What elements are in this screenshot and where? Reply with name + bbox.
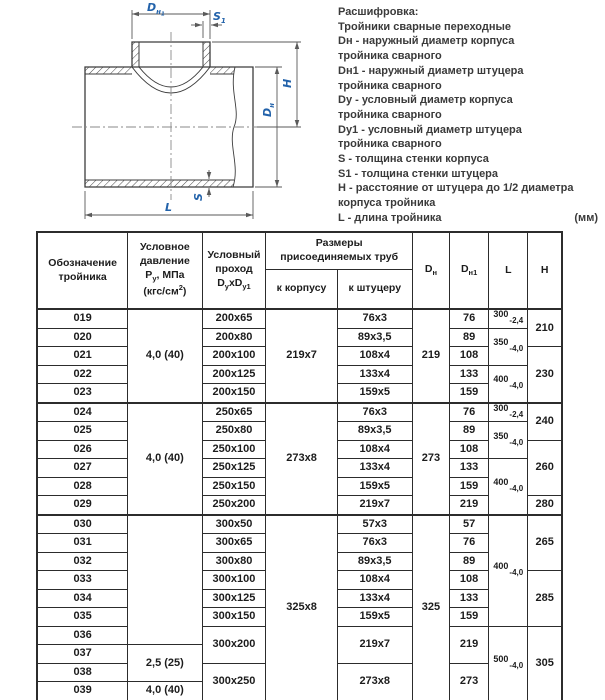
table-cell: 200x100 [202,347,266,366]
table-cell: 026 [37,440,128,459]
table-cell: 200x65 [202,309,266,328]
table-cell: 033 [37,571,128,590]
table-cell: 108 [450,440,489,459]
table-cell: 024 [37,403,128,422]
table-cell: 325x8 [266,515,337,700]
dim-label-l: L [165,201,173,214]
table-cell: $^{400}$-4,0 [489,459,528,515]
table-cell: 300x65 [202,534,266,553]
table-cell: 159 [450,608,489,627]
table-cell: 219x7 [266,309,337,403]
table-cell: 219x7 [337,626,412,663]
legend-line: Dн - наружный диаметр корпуса [338,35,515,48]
legend-line: Dy1 - условный диаметр штуцера [338,123,522,136]
table-cell: 039 [37,682,128,700]
col-header-dn: $D_н$ [412,232,449,309]
table-cell: 250x100 [202,440,266,459]
table-cell: 219 [412,309,449,403]
table-cell: 200x125 [202,365,266,384]
table-cell: 021 [37,347,128,366]
table-cell: $^{400}$-4,0 [489,515,528,627]
dim-label-dn1: $D_н1$ [147,1,165,18]
table-cell: 89 [450,552,489,571]
table-cell: 300x50 [202,515,266,534]
table-cell: 2,5 (25) [128,645,202,682]
table-cell: 036 [37,626,128,645]
table-row [37,309,562,328]
table-row [37,403,562,422]
legend-line: тройника сварного [338,79,442,92]
spec-table [36,231,563,700]
table-cell: 159x5 [337,477,412,496]
table-cell: 200x80 [202,328,266,347]
table-cell: 200x150 [202,384,266,403]
table-cell: 273 [450,663,489,700]
table-cell: 037 [37,645,128,664]
table-cell: 240 [528,403,562,441]
dim-label-s: S [192,193,205,201]
units-label: (мм) [574,212,598,224]
table-cell: 020 [37,328,128,347]
legend-line: S - толщина стенки корпуса [338,153,489,166]
table-cell: 280 [528,496,562,515]
col-header-dn1: $D_{н1}$ [450,232,489,309]
col-header-pipes: Размеры присоединяемых труб [266,232,412,270]
legend-line: тройника сварного [338,50,442,63]
table-cell: 038 [37,663,128,682]
table-cell: $^{300}$-2,4 [489,309,528,328]
legend-title: Расшифровка: [338,6,419,18]
table-cell: 285 [528,571,562,627]
table-cell: 022 [37,365,128,384]
table-cell: $^{300}$-2,4 [489,403,528,422]
table-cell: 219 [450,626,489,663]
legend [338,5,602,226]
table-cell: 108x4 [337,440,412,459]
table-cell: 035 [37,608,128,627]
table-cell: 300x125 [202,589,266,608]
col-header-to-branch: к штуцеру [337,270,412,310]
table-cell: 230 [528,347,562,403]
table-cell: $^{400}$-4,0 [489,365,528,403]
tee-inner-lines [85,42,236,187]
legend-line: S1 - толщина стенки штуцера [338,167,499,180]
table-cell: 300x250 [202,663,266,700]
table-row [37,515,562,534]
table-cell: 300x100 [202,571,266,590]
table-cell: 108x4 [337,571,412,590]
dim-label-h: H [281,78,294,88]
col-header-designation: Обозначение тройника [37,232,128,309]
col-header-h: H [528,232,562,309]
table-cell: $^{500}$-4,0 [489,626,528,700]
legend-line: Тройники сварные переходные [338,20,512,33]
table-cell: 89x3,5 [337,328,412,347]
table-cell: $^{350}$-4,0 [489,328,528,365]
table-cell: 76 [450,309,489,328]
table-cell: 260 [528,440,562,496]
tee-body-outline [85,42,253,187]
table-cell: 250x65 [202,403,266,422]
table-cell: 133x4 [337,365,412,384]
table-cell: 029 [37,496,128,515]
centerlines [72,32,258,200]
table-cell: 210 [528,309,562,347]
table-cell: 250x125 [202,459,266,478]
legend-line: Dy - условный диаметр корпуса [338,94,513,107]
table-cell: 027 [37,459,128,478]
legend-line: тройника сварного [338,108,442,121]
tee-drawing [0,0,335,228]
table-cell: 4,0 (40) [128,403,202,515]
table-cell: 019 [37,309,128,328]
table-cell: 133x4 [337,589,412,608]
table-cell: 133 [450,589,489,608]
legend-line: корпуса тройника [338,197,436,210]
table-cell: 025 [37,422,128,441]
table-cell: 108x4 [337,347,412,366]
table-cell: 76x3 [337,309,412,328]
table-cell: 305 [528,626,562,700]
table-cell: 133 [450,365,489,384]
table-cell: 250x80 [202,422,266,441]
table-cell [128,515,202,645]
table-cell: 133 [450,459,489,478]
table-cell: 76 [450,534,489,553]
table-cell: 273 [412,403,449,515]
table-cell: 219x7 [337,496,412,515]
table-cell: 4,0 (40) [128,682,202,700]
table-cell: 89 [450,328,489,347]
table-cell: 133x4 [337,459,412,478]
col-header-pass: Условный проход $D_уxD_{у1}$ [202,232,266,309]
table-cell: 034 [37,589,128,608]
table-cell: 273x8 [337,663,412,700]
table-cell: 028 [37,477,128,496]
legend-line: Dн1 - наружный диаметр штуцера [338,64,524,77]
legend-line: тройника сварного [338,138,442,151]
table-cell: 219 [450,496,489,515]
table-cell: 159 [450,384,489,403]
legend-line: L - длина тройника [338,211,442,224]
table-cell: 030 [37,515,128,534]
table-cell: 76 [450,403,489,422]
dim-label-s1: $S_1$ [213,10,226,25]
col-header-pressure: Условное давление $P_у$, МПа $(кгс/см^2)$ [128,232,202,309]
table-cell: 108 [450,347,489,366]
table-cell: 300x80 [202,552,266,571]
table-cell: 108 [450,571,489,590]
table-cell: 250x200 [202,496,266,515]
table-cell: 031 [37,534,128,553]
table-cell: 89x3,5 [337,552,412,571]
table-cell: 023 [37,384,128,403]
table-body [37,309,562,700]
table-cell: 159x5 [337,608,412,627]
table-cell: 250x150 [202,477,266,496]
col-header-l: L [489,232,528,309]
table-cell: 032 [37,552,128,571]
table-cell: 57 [450,515,489,534]
dim-label-dn: $D_н$ [261,103,276,117]
legend-line: H - расстояние от штуцера до 1/2 диаметра [338,182,574,195]
col-header-to-body: к корпусу [266,270,337,310]
table-cell: 300x150 [202,608,266,627]
table-cell: 4,0 (40) [128,309,202,403]
table-cell: 57x3 [337,515,412,534]
table-cell: 89 [450,422,489,441]
table-cell: 325 [412,515,449,700]
wall-hatching [85,42,234,187]
table-cell: 300x200 [202,626,266,663]
table-cell: 159x5 [337,384,412,403]
table-cell: 89x3,5 [337,422,412,441]
table-cell: 265 [528,515,562,571]
table-cell: 273x8 [266,403,337,515]
table-cell: 159 [450,477,489,496]
table-cell: 76x3 [337,534,412,553]
table-cell: $^{350}$-4,0 [489,422,528,459]
table-cell: 76x3 [337,403,412,422]
